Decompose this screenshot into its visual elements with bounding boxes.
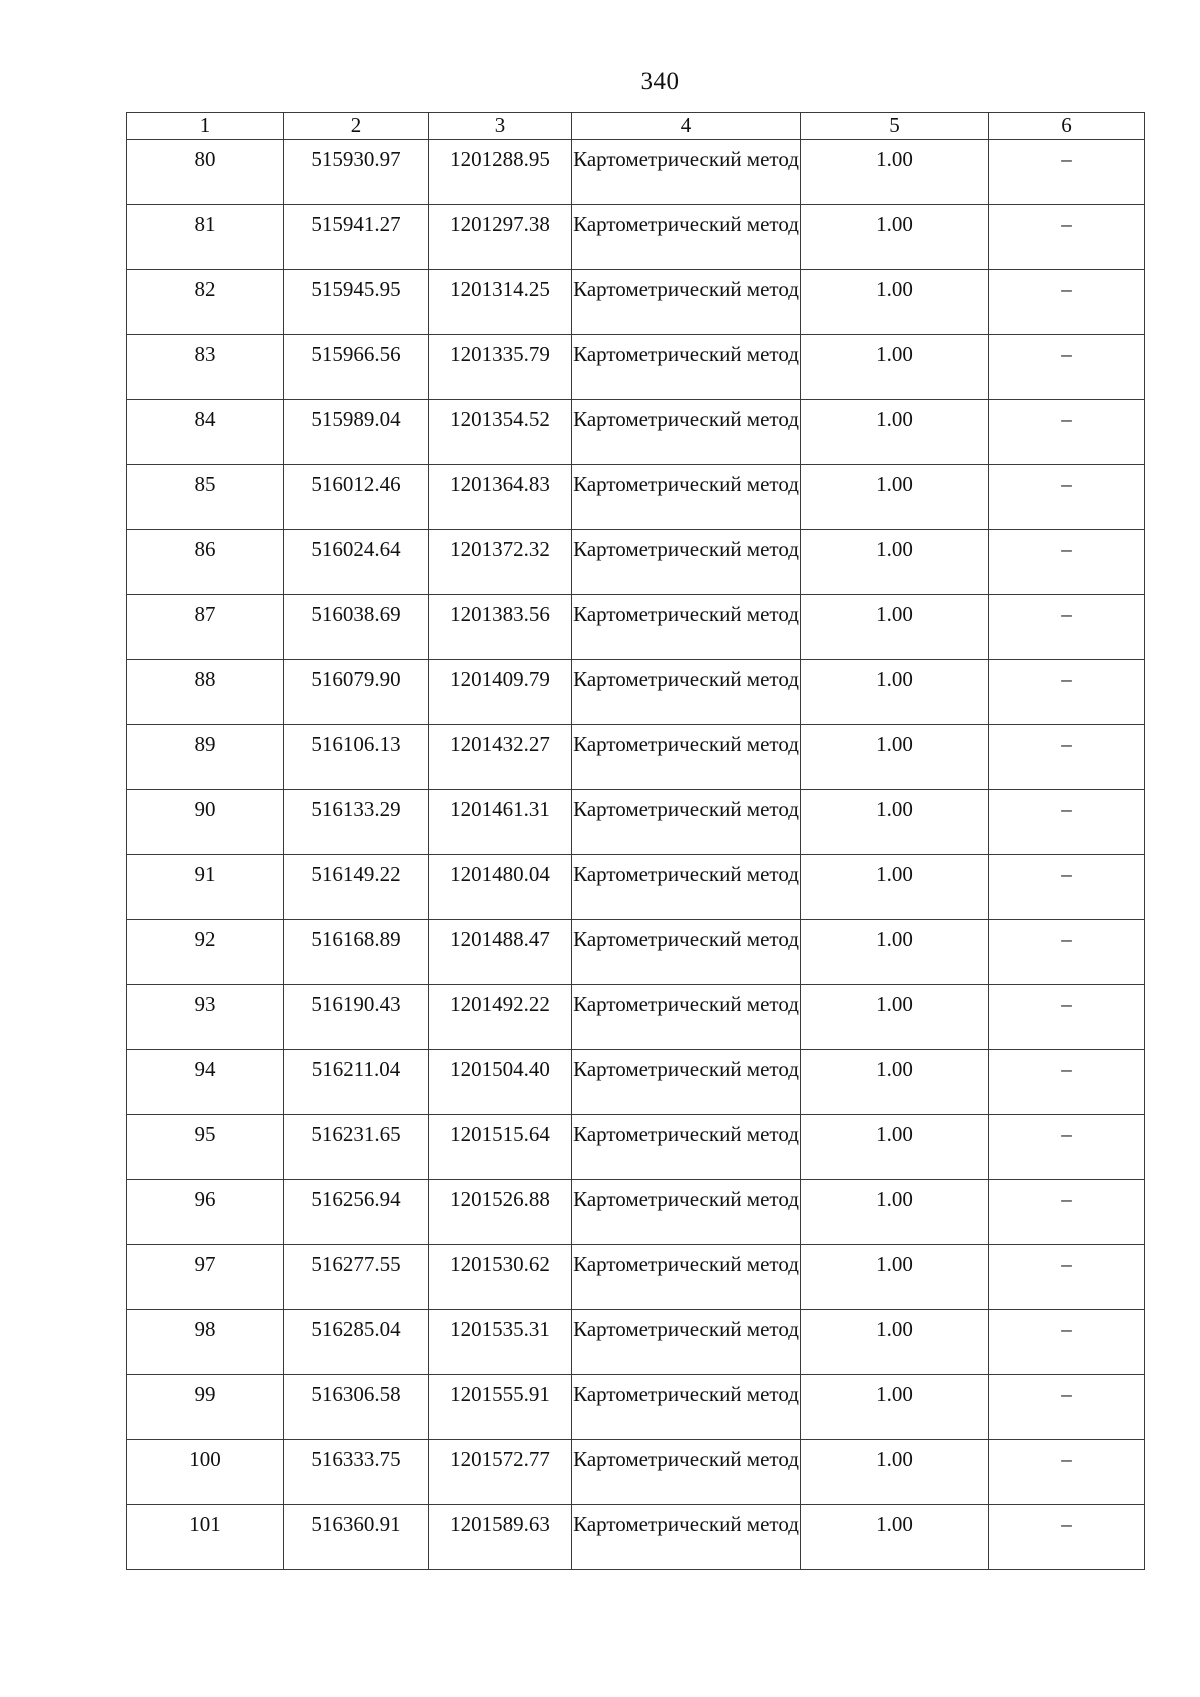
x-coordinate-cell: 516149.22 bbox=[284, 855, 429, 920]
accuracy-cell: 1.00 bbox=[801, 530, 989, 595]
header-col-3: 3 bbox=[429, 113, 572, 140]
point-number-cell: 88 bbox=[127, 660, 284, 725]
y-coordinate-cell: 1201488.47 bbox=[429, 920, 572, 985]
method-cell: Картометрический метод bbox=[572, 1050, 801, 1115]
method-cell: Картометрический метод bbox=[572, 1375, 801, 1440]
note-cell: – bbox=[989, 1440, 1145, 1505]
method-cell: Картометрический метод bbox=[572, 790, 801, 855]
table-body bbox=[127, 140, 1145, 1570]
y-coordinate-cell: 1201530.62 bbox=[429, 1245, 572, 1310]
y-coordinate-cell: 1201297.38 bbox=[429, 205, 572, 270]
method-cell: Картометрический метод bbox=[572, 595, 801, 660]
x-coordinate-cell: 516038.69 bbox=[284, 595, 429, 660]
table-row bbox=[127, 660, 1145, 725]
x-coordinate-cell: 516079.90 bbox=[284, 660, 429, 725]
point-number-cell: 83 bbox=[127, 335, 284, 400]
table-row bbox=[127, 725, 1145, 790]
header-col-2: 2 bbox=[284, 113, 429, 140]
accuracy-cell: 1.00 bbox=[801, 1115, 989, 1180]
y-coordinate-cell: 1201354.52 bbox=[429, 400, 572, 465]
point-number-cell: 89 bbox=[127, 725, 284, 790]
point-number-cell: 86 bbox=[127, 530, 284, 595]
accuracy-cell: 1.00 bbox=[801, 1245, 989, 1310]
method-cell: Картометрический метод bbox=[572, 1180, 801, 1245]
note-cell: – bbox=[989, 205, 1145, 270]
y-coordinate-cell: 1201515.64 bbox=[429, 1115, 572, 1180]
accuracy-cell: 1.00 bbox=[801, 855, 989, 920]
table-row bbox=[127, 1050, 1145, 1115]
y-coordinate-cell: 1201504.40 bbox=[429, 1050, 572, 1115]
note-cell: – bbox=[989, 335, 1145, 400]
table-row bbox=[127, 400, 1145, 465]
note-cell: – bbox=[989, 530, 1145, 595]
note-cell: – bbox=[989, 1050, 1145, 1115]
header-col-4: 4 bbox=[572, 113, 801, 140]
note-cell: – bbox=[989, 790, 1145, 855]
x-coordinate-cell: 516106.13 bbox=[284, 725, 429, 790]
method-cell: Картометрический метод bbox=[572, 1310, 801, 1375]
table-row bbox=[127, 920, 1145, 985]
accuracy-cell: 1.00 bbox=[801, 985, 989, 1050]
y-coordinate-cell: 1201572.77 bbox=[429, 1440, 572, 1505]
y-coordinate-cell: 1201480.04 bbox=[429, 855, 572, 920]
method-cell: Картометрический метод bbox=[572, 1440, 801, 1505]
point-number-cell: 93 bbox=[127, 985, 284, 1050]
x-coordinate-cell: 516024.64 bbox=[284, 530, 429, 595]
method-cell: Картометрический метод bbox=[572, 465, 801, 530]
table-row bbox=[127, 1310, 1145, 1375]
header-row bbox=[127, 113, 1145, 140]
header-col-5: 5 bbox=[801, 113, 989, 140]
point-number-cell: 99 bbox=[127, 1375, 284, 1440]
note-cell: – bbox=[989, 270, 1145, 335]
accuracy-cell: 1.00 bbox=[801, 790, 989, 855]
table-row bbox=[127, 205, 1145, 270]
note-cell: – bbox=[989, 400, 1145, 465]
table-row bbox=[127, 335, 1145, 400]
note-cell: – bbox=[989, 595, 1145, 660]
table-row bbox=[127, 140, 1145, 205]
x-coordinate-cell: 516333.75 bbox=[284, 1440, 429, 1505]
note-cell: – bbox=[989, 725, 1145, 790]
y-coordinate-cell: 1201288.95 bbox=[429, 140, 572, 205]
note-cell: – bbox=[989, 920, 1145, 985]
y-coordinate-cell: 1201383.56 bbox=[429, 595, 572, 660]
accuracy-cell: 1.00 bbox=[801, 400, 989, 465]
note-cell: – bbox=[989, 1245, 1145, 1310]
x-coordinate-cell: 516231.65 bbox=[284, 1115, 429, 1180]
point-number-cell: 82 bbox=[127, 270, 284, 335]
x-coordinate-cell: 516190.43 bbox=[284, 985, 429, 1050]
y-coordinate-cell: 1201409.79 bbox=[429, 660, 572, 725]
note-cell: – bbox=[989, 1375, 1145, 1440]
table-row bbox=[127, 1440, 1145, 1505]
point-number-cell: 90 bbox=[127, 790, 284, 855]
method-cell: Картометрический метод bbox=[572, 660, 801, 725]
x-coordinate-cell: 515989.04 bbox=[284, 400, 429, 465]
table-row bbox=[127, 1115, 1145, 1180]
note-cell: – bbox=[989, 1505, 1145, 1570]
point-number-cell: 81 bbox=[127, 205, 284, 270]
method-cell: Картометрический метод bbox=[572, 1505, 801, 1570]
y-coordinate-cell: 1201461.31 bbox=[429, 790, 572, 855]
method-cell: Картометрический метод bbox=[572, 920, 801, 985]
x-coordinate-cell: 515945.95 bbox=[284, 270, 429, 335]
method-cell: Картометрический метод bbox=[572, 1115, 801, 1180]
note-cell: – bbox=[989, 140, 1145, 205]
table-row bbox=[127, 530, 1145, 595]
point-number-cell: 100 bbox=[127, 1440, 284, 1505]
table-row bbox=[127, 1245, 1145, 1310]
x-coordinate-cell: 516133.29 bbox=[284, 790, 429, 855]
x-coordinate-cell: 516256.94 bbox=[284, 1180, 429, 1245]
y-coordinate-cell: 1201432.27 bbox=[429, 725, 572, 790]
method-cell: Картометрический метод bbox=[572, 270, 801, 335]
table-row bbox=[127, 270, 1145, 335]
table-row bbox=[127, 595, 1145, 660]
y-coordinate-cell: 1201535.31 bbox=[429, 1310, 572, 1375]
accuracy-cell: 1.00 bbox=[801, 140, 989, 205]
y-coordinate-cell: 1201335.79 bbox=[429, 335, 572, 400]
table-row bbox=[127, 1180, 1145, 1245]
y-coordinate-cell: 1201555.91 bbox=[429, 1375, 572, 1440]
accuracy-cell: 1.00 bbox=[801, 1505, 989, 1570]
x-coordinate-cell: 516012.46 bbox=[284, 465, 429, 530]
point-number-cell: 80 bbox=[127, 140, 284, 205]
note-cell: – bbox=[989, 465, 1145, 530]
table-row bbox=[127, 1505, 1145, 1570]
accuracy-cell: 1.00 bbox=[801, 1440, 989, 1505]
accuracy-cell: 1.00 bbox=[801, 725, 989, 790]
x-coordinate-cell: 516211.04 bbox=[284, 1050, 429, 1115]
table-row bbox=[127, 465, 1145, 530]
method-cell: Картометрический метод bbox=[572, 140, 801, 205]
point-number-cell: 96 bbox=[127, 1180, 284, 1245]
accuracy-cell: 1.00 bbox=[801, 335, 989, 400]
y-coordinate-cell: 1201364.83 bbox=[429, 465, 572, 530]
y-coordinate-cell: 1201492.22 bbox=[429, 985, 572, 1050]
method-cell: Картометрический метод bbox=[572, 985, 801, 1050]
table-row bbox=[127, 790, 1145, 855]
accuracy-cell: 1.00 bbox=[801, 1180, 989, 1245]
method-cell: Картометрический метод bbox=[572, 1245, 801, 1310]
accuracy-cell: 1.00 bbox=[801, 1375, 989, 1440]
point-number-cell: 85 bbox=[127, 465, 284, 530]
method-cell: Картометрический метод bbox=[572, 855, 801, 920]
accuracy-cell: 1.00 bbox=[801, 465, 989, 530]
header-col-6: 6 bbox=[989, 113, 1145, 140]
accuracy-cell: 1.00 bbox=[801, 270, 989, 335]
accuracy-cell: 1.00 bbox=[801, 205, 989, 270]
method-cell: Картометрический метод bbox=[572, 400, 801, 465]
x-coordinate-cell: 516168.89 bbox=[284, 920, 429, 985]
x-coordinate-cell: 516285.04 bbox=[284, 1310, 429, 1375]
x-coordinate-cell: 516306.58 bbox=[284, 1375, 429, 1440]
point-number-cell: 87 bbox=[127, 595, 284, 660]
x-coordinate-cell: 516277.55 bbox=[284, 1245, 429, 1310]
table-row bbox=[127, 985, 1145, 1050]
accuracy-cell: 1.00 bbox=[801, 595, 989, 660]
y-coordinate-cell: 1201526.88 bbox=[429, 1180, 572, 1245]
x-coordinate-cell: 515941.27 bbox=[284, 205, 429, 270]
point-number-cell: 95 bbox=[127, 1115, 284, 1180]
point-number-cell: 98 bbox=[127, 1310, 284, 1375]
point-number-cell: 84 bbox=[127, 400, 284, 465]
accuracy-cell: 1.00 bbox=[801, 1050, 989, 1115]
x-coordinate-cell: 515930.97 bbox=[284, 140, 429, 205]
note-cell: – bbox=[989, 985, 1145, 1050]
note-cell: – bbox=[989, 660, 1145, 725]
x-coordinate-cell: 516360.91 bbox=[284, 1505, 429, 1570]
point-number-cell: 94 bbox=[127, 1050, 284, 1115]
coordinates-table bbox=[126, 112, 1145, 1570]
point-number-cell: 91 bbox=[127, 855, 284, 920]
table-row bbox=[127, 1375, 1145, 1440]
accuracy-cell: 1.00 bbox=[801, 1310, 989, 1375]
accuracy-cell: 1.00 bbox=[801, 920, 989, 985]
header-col-1: 1 bbox=[127, 113, 284, 140]
page-number: 340 bbox=[640, 68, 680, 95]
method-cell: Картометрический метод bbox=[572, 530, 801, 595]
method-cell: Картометрический метод bbox=[572, 725, 801, 790]
accuracy-cell: 1.00 bbox=[801, 660, 989, 725]
note-cell: – bbox=[989, 1310, 1145, 1375]
method-cell: Картометрический метод bbox=[572, 335, 801, 400]
table-row bbox=[127, 855, 1145, 920]
y-coordinate-cell: 1201314.25 bbox=[429, 270, 572, 335]
point-number-cell: 97 bbox=[127, 1245, 284, 1310]
y-coordinate-cell: 1201589.63 bbox=[429, 1505, 572, 1570]
note-cell: – bbox=[989, 1180, 1145, 1245]
x-coordinate-cell: 515966.56 bbox=[284, 335, 429, 400]
table-header bbox=[127, 113, 1145, 140]
note-cell: – bbox=[989, 855, 1145, 920]
y-coordinate-cell: 1201372.32 bbox=[429, 530, 572, 595]
note-cell: – bbox=[989, 1115, 1145, 1180]
method-cell: Картометрический метод bbox=[572, 205, 801, 270]
point-number-cell: 101 bbox=[127, 1505, 284, 1570]
point-number-cell: 92 bbox=[127, 920, 284, 985]
